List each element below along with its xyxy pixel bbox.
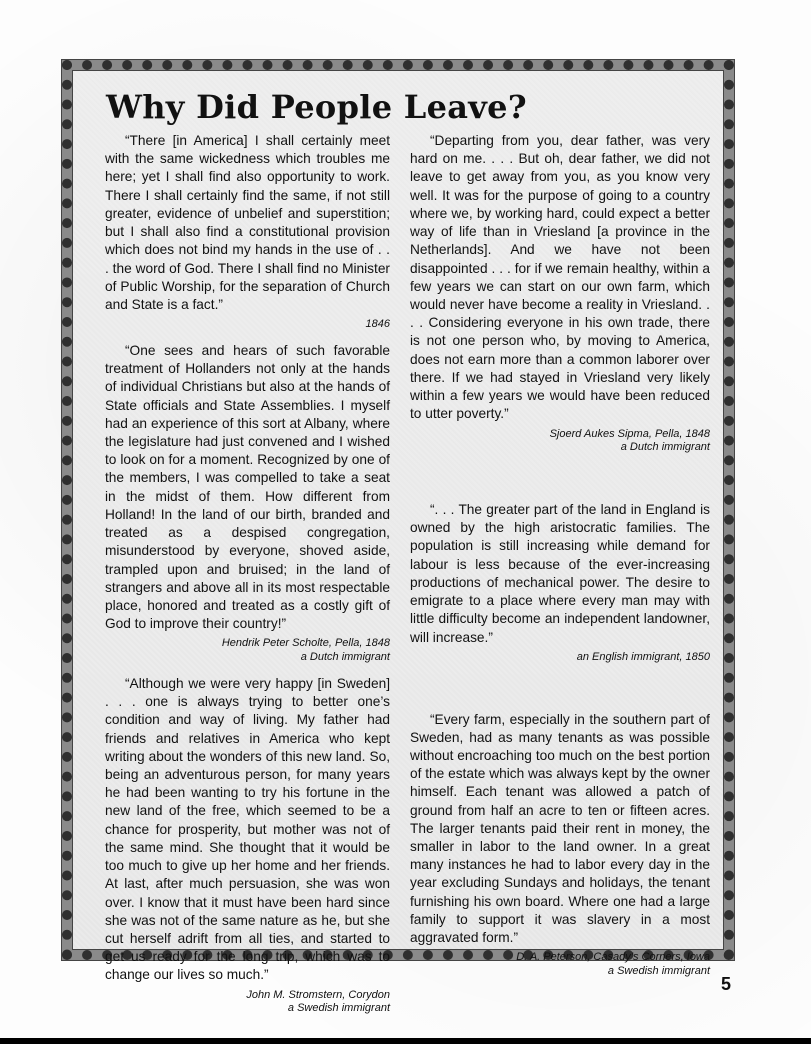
attribution-line: Sjoerd Aukes Sipma, Pella, 1848 xyxy=(549,427,710,440)
quote-text: “One sees and hears of such favorable treatment of Hollanders not only at the hands of individual Christians but also at the hands of State officials and State Assemblies. I myself had an experience of this sort at Albany, where the legislature had just convened and I wished to look on for a moment. Recognized by one of the members, I was compelled to take a seat in the midst of them. How different from Holland! In the land of our birth, branded and treated as a despised congregation, misunderstood by everyone, shoved aside, trampled upon and bruised; in the land of strangers and above all in its most respectable place, honored and treated as a costly gift of God to improve their country!” xyxy=(105,342,390,632)
quote-text: “Although we were very happy [in Sweden] . . . one is always trying to better one’s condition and way of living. My father had friends and relatives in America who kept writing about the wonders of this new land. So, being an adventurous person, for many years he had been wanting to try his fortune in the new land of the free, which seemed to be a chance for prosperity, but mother was not of the same mind. She thought that it would be too much to give up her home and her friends. At last, after much persuasion, she was won over. I know that it must have been hard since she was not of the same nature as he, but she cut herself adrift from all ties, and started to get us ready for the long trip, which was to change our lives so much.” xyxy=(105,675,390,983)
quote-block xyxy=(410,501,710,665)
attribution-line: a Dutch immigrant xyxy=(300,651,390,664)
right-column xyxy=(410,132,710,979)
quote-text: “Departing from you, dear father, was very hard on me. . . . But oh, dear father, we did not leave to get away from you, as you know very well. It was for the purpose of going to a country where we, by working hard, could expect a better way of life than in Vriesland [a province in the Netherlands]. And we have not been disappointed . . . for if we remain healthy, within a few years we can start on our own farm, which would never have become a reality in Vriesland. . . . Considering everyone in his own trade, there is not one person who, by moving to America, does not earn more than a common laborer over there. If we had stayed in Vriesland very likely within a few years we would have been reduced to utter poverty.” xyxy=(410,133,710,422)
attribution-line: John M. Stromstern, Corydon xyxy=(246,988,390,1001)
attribution-line: 1846 xyxy=(365,318,390,331)
attribution-line: a Swedish immigrant xyxy=(287,1002,390,1015)
attribution-line: Hendrik Peter Scholte, Pella, 1848 xyxy=(221,637,390,650)
attribution-line: an English immigrant, 1850 xyxy=(576,650,710,663)
article-frame xyxy=(62,60,734,1015)
quote-block xyxy=(105,675,390,1016)
left-column xyxy=(105,132,390,1016)
quote-attribution xyxy=(410,651,710,665)
quote-attribution xyxy=(410,428,710,456)
attribution-line: D. A. Peterson, Casady’s Corners, Iowa xyxy=(516,951,710,964)
quote-attribution xyxy=(105,318,390,332)
quote-attribution xyxy=(410,951,710,979)
quote-text: “Every farm, especially in the southern part of Sweden, had as many tenants as was possible without encroaching too much on the best portion of the estate which was always kept by the owner himself. Each tenant was allowed a patch of ground from half an acre to ten or fifteen acres. The larger tenants paid their rent in money, the smaller in labor to the land owner. In a great many instances he had to labor every day in the year excluding Sundays and holidays, the tenant furnishing his own board. Where one had a large family to support it was slavery in a most aggravated form.” xyxy=(410,711,710,946)
quote-block xyxy=(105,342,390,665)
quote-text: “There [in America] I shall certainly meet with the same wickedness which troubles me here; yet I shall find also opportunity to work. There I shall certainly find the same, if not still greater, evidence of unbelief and superstition; but I shall also find a constitutional provision which does not bind my hands in the use of . . . the word of God. There I shall find no Minister of Public Worship, for the separation of Church and State is a fact.” xyxy=(105,133,390,312)
quote-block xyxy=(410,711,710,979)
quote-attribution xyxy=(105,989,390,1017)
attribution-line: a Swedish immigrant xyxy=(607,965,710,978)
page-title: Why Did People Leave? xyxy=(106,88,527,126)
bottom-rule xyxy=(0,1038,811,1044)
quote-block xyxy=(105,132,390,332)
quote-block xyxy=(410,132,710,455)
page-number: 5 xyxy=(720,974,731,994)
quote-attribution xyxy=(105,637,390,665)
quote-text: “. . . The greater part of the land in England is owned by the high aristocratic families. The population is still increasing while demand for labour is less because of the ever-increasing productions of mechanical power. The desire to emigrate to a place where every man may with little difficulty become an independent landowner, will increase.” xyxy=(410,502,710,645)
attribution-line: a Dutch immigrant xyxy=(620,441,710,454)
